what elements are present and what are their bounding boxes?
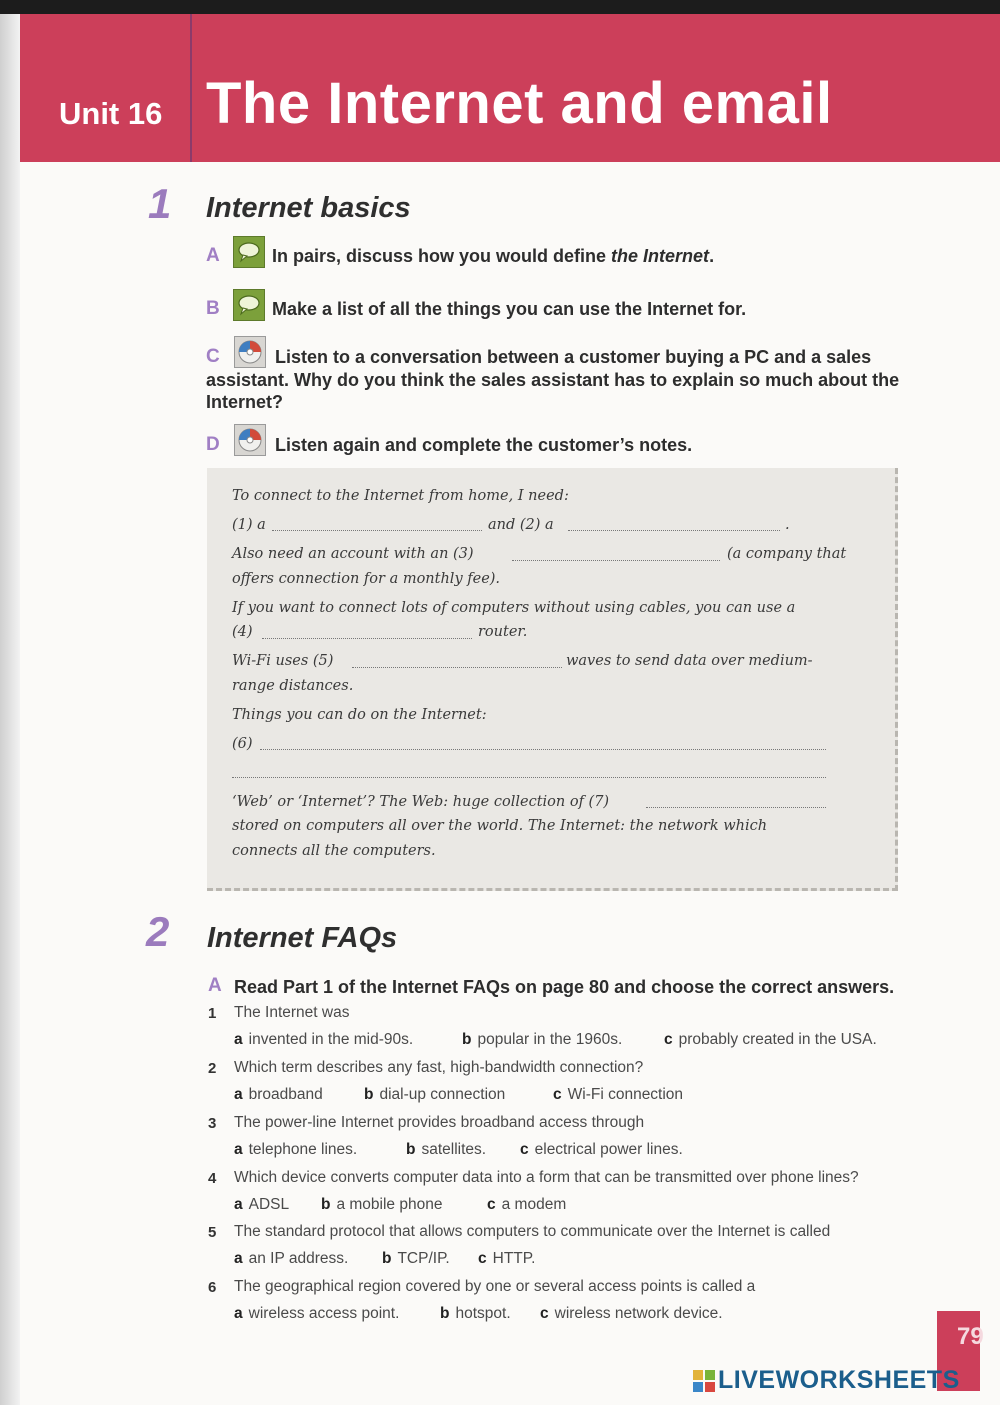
option-c[interactable]: c a modem	[487, 1196, 567, 1213]
notes-line: ‘Web’ or ‘Internet’? The Web: huge collection of (7)	[232, 794, 610, 810]
section-title-internet-basics: Internet basics	[206, 192, 411, 224]
option-c[interactable]: c electrical power lines.	[520, 1141, 683, 1158]
unit-label: Unit 16	[59, 96, 163, 131]
question-text: The power-line Internet provides broadband access through	[234, 1114, 645, 1131]
notes-line: Also need an account with an (3)	[232, 546, 474, 562]
audio-cd-icon	[234, 336, 266, 368]
question-text: The Internet was	[234, 1004, 350, 1021]
option-b[interactable]: b dial-up connection	[364, 1086, 506, 1103]
header-divider	[190, 14, 192, 162]
section-title-internet-faqs: Internet FAQs	[207, 922, 398, 954]
task-c-line-2: assistant. Why do you think the sales assistant has to explain so much about the	[206, 370, 900, 390]
notes-line: (4)	[232, 624, 253, 640]
page-binding-shadow	[0, 14, 20, 1405]
notes-line: and (2) a	[488, 517, 554, 533]
page-number: 79	[957, 1323, 984, 1350]
question-text: The geographical region covered by one or several access points is called a	[234, 1278, 756, 1295]
answer-blank-1[interactable]	[272, 530, 482, 531]
notes-line: waves to send data over medium-	[566, 653, 813, 669]
option-c[interactable]: c wireless network device.	[540, 1305, 723, 1322]
notes-line: range distances.	[232, 678, 354, 694]
answer-blank-2[interactable]	[568, 530, 780, 531]
answer-blank-5[interactable]	[352, 667, 562, 668]
notes-line: Things you can do on the Internet:	[232, 707, 487, 723]
question-text: The standard protocol that allows computers to communicate over the Internet is called	[234, 1223, 831, 1240]
notes-line: If you want to connect lots of computers without using cables, you can use a	[232, 600, 796, 616]
answer-blank-7[interactable]	[646, 807, 826, 808]
section-number-2: 2	[146, 908, 170, 955]
option-c[interactable]: c probably created in the USA.	[664, 1031, 877, 1048]
task-a-text: In pairs, discuss how you would define the Internet.	[272, 246, 715, 266]
liveworksheets-brand: LIVEWORKSHEETS	[718, 1366, 960, 1394]
notes-line: offers connection for a monthly fee).	[232, 571, 501, 587]
task-letter-b: B	[206, 298, 220, 319]
notes-line: (1) a	[232, 517, 266, 533]
header-top-strip	[0, 0, 1000, 14]
question-number: 1	[208, 1005, 217, 1022]
notes-line: To connect to the Internet from home, I need:	[232, 488, 569, 504]
option-a[interactable]: a wireless access point.	[234, 1305, 400, 1322]
question-number: 5	[208, 1224, 217, 1241]
notes-line: .	[785, 517, 790, 533]
liveworksheets-logo-icon	[693, 1370, 715, 1392]
question-number: 3	[208, 1115, 217, 1132]
question-number: 2	[208, 1060, 217, 1077]
option-b[interactable]: b TCP/IP.	[382, 1250, 450, 1267]
task-letter-c: C	[206, 346, 220, 367]
speech-bubble-icon	[233, 236, 265, 268]
task-b-text: Make a list of all the things you can use the Internet for.	[272, 299, 747, 319]
notes-line: Wi-Fi uses (5)	[232, 653, 334, 669]
notes-line: (6)	[232, 736, 253, 752]
option-a[interactable]: a invented in the mid-90s.	[234, 1031, 414, 1048]
task-2a-text: Read Part 1 of the Internet FAQs on page 80 and choose the correct answers.	[234, 977, 895, 997]
answer-blank-6[interactable]	[260, 749, 826, 750]
answer-blank-6b[interactable]	[232, 777, 826, 778]
option-a[interactable]: a ADSL	[234, 1196, 290, 1213]
option-b[interactable]: b satellites.	[406, 1141, 487, 1158]
notes-line: connects all the computers.	[232, 843, 436, 859]
option-a[interactable]: a an IP address.	[234, 1250, 349, 1267]
notes-line: stored on computers all over the world. The Internet: the network which	[232, 818, 768, 834]
question-number: 4	[208, 1170, 217, 1187]
question-text: Which term describes any fast, high-bandwidth connection?	[234, 1059, 644, 1076]
option-b[interactable]: b hotspot.	[440, 1305, 511, 1322]
option-a[interactable]: a telephone lines.	[234, 1141, 358, 1158]
answer-blank-3[interactable]	[512, 560, 720, 561]
notes-line: (a company that	[727, 546, 847, 562]
section-number-1: 1	[148, 180, 172, 227]
option-a[interactable]: a broadband	[234, 1086, 323, 1103]
task-letter-a: A	[206, 245, 220, 266]
task-c-line-3: Internet?	[206, 392, 284, 412]
option-b[interactable]: b a mobile phone	[321, 1196, 443, 1213]
question-number: 6	[208, 1279, 217, 1296]
option-c[interactable]: c HTTP.	[478, 1250, 536, 1267]
page-title: The Internet and email	[206, 71, 833, 136]
option-c[interactable]: c Wi-Fi connection	[553, 1086, 684, 1103]
audio-cd-icon	[234, 424, 266, 456]
task-c-line-1: Listen to a conversation between a customer buying a PC and a sales	[275, 347, 872, 367]
notes-line: router.	[478, 624, 528, 640]
answer-blank-4[interactable]	[262, 638, 472, 639]
task-d-text: Listen again and complete the customer’s notes.	[275, 435, 693, 455]
option-b[interactable]: b popular in the 1960s.	[462, 1031, 623, 1048]
question-text: Which device converts computer data into a form that can be transmitted over phone lines?	[234, 1169, 859, 1186]
task-letter-d: D	[206, 434, 220, 455]
speech-bubble-icon	[233, 289, 265, 321]
task-letter-a: A	[208, 975, 222, 996]
